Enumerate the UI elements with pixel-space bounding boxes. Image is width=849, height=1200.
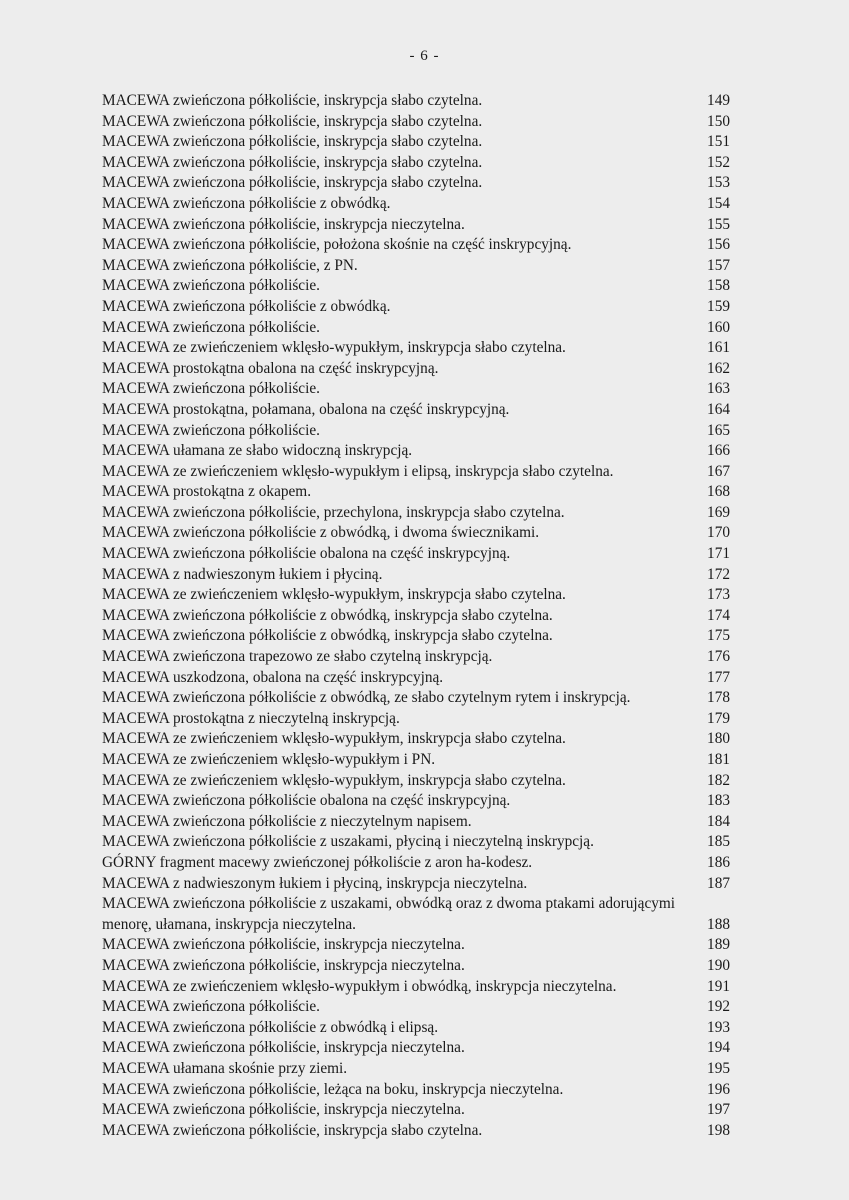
entry-description: MACEWA ze zwieńczeniem wklęsło-wypukłym, inskrypcja słabo czytelna. — [102, 771, 566, 789]
entry-number: 172 — [707, 565, 730, 583]
entry-number: 187 — [707, 874, 730, 892]
list-item — [102, 1121, 730, 1142]
entry-description: MACEWA zwieńczona półkoliście, leżąca na boku, inskrypcja nieczytelna. — [102, 1080, 564, 1098]
list-item — [102, 565, 730, 586]
list-item — [102, 544, 730, 565]
entry-number: 165 — [707, 421, 730, 439]
entry-number: 188 — [707, 915, 730, 933]
list-item — [102, 503, 730, 524]
list-item — [102, 523, 730, 544]
entry-description: MACEWA zwieńczona półkoliście z obwódką. — [102, 194, 391, 212]
entry-number: 178 — [707, 689, 730, 707]
entry-number: 181 — [707, 751, 730, 768]
list-item — [102, 441, 730, 462]
entry-description: MACEWA zwieńczona półkoliście, z PN. — [102, 256, 358, 274]
entry-description: MACEWA zwieńczona półkoliście z uszakami, obwódką oraz z dwoma ptakami adorującymi menorę, ułamana, inskrypcja nieczytelna. — [102, 895, 676, 933]
entry-number: 158 — [707, 277, 730, 295]
entry-description: MACEWA zwieńczona półkoliście z obwódką, inskrypcja słabo czytelna. — [102, 606, 553, 624]
entry-number: 177 — [707, 668, 730, 686]
list-item — [102, 359, 730, 380]
list-item — [102, 956, 730, 977]
entry-description: MACEWA zwieńczona półkoliście z uszakami, płyciną i nieczytelną inskrypcją. — [102, 833, 594, 851]
entry-description: MACEWA z nadwieszonym łukiem i płyciną, inskrypcja nieczytelna. — [102, 874, 528, 892]
entry-number: 160 — [707, 318, 730, 336]
entry-number: 189 — [707, 936, 730, 954]
entry-description: MACEWA zwieńczona trapezowo ze słabo czytelną inskrypcją. — [102, 648, 493, 666]
entry-description: MACEWA zwieńczona półkoliście obalona na część inskrypcyjną. — [102, 792, 511, 810]
entry-description: MACEWA zwieńczona półkoliście, przechylona, inskrypcja słabo czytelna. — [102, 503, 565, 521]
list-item — [102, 112, 730, 133]
list-item — [102, 729, 730, 750]
entry-number: 186 — [707, 853, 730, 871]
list-item — [102, 400, 730, 421]
list-item — [102, 297, 730, 318]
list-item — [102, 791, 730, 812]
entry-number: 176 — [707, 648, 730, 666]
entry-number: 191 — [707, 977, 730, 995]
list-item — [102, 1059, 730, 1080]
entry-number: 185 — [707, 833, 730, 851]
entry-description: MACEWA ze zwieńczeniem wklęsło-wypukłym, inskrypcja słabo czytelna. — [102, 339, 566, 357]
list-item — [102, 853, 730, 874]
list-item — [102, 606, 730, 627]
list-item — [102, 1080, 730, 1101]
entry-number: 164 — [707, 400, 730, 418]
entry-number: 163 — [707, 380, 730, 398]
entry-description: MACEWA ułamana ze słabo widoczną inskrypcją. — [102, 442, 413, 460]
page-number: - 6 - — [409, 48, 440, 64]
list-item — [102, 215, 730, 236]
entry-description: GÓRNY fragment macewy zwieńczonej półkoliście z aron ha-kodesz. — [102, 853, 533, 871]
list-item — [102, 276, 730, 297]
list-item — [102, 688, 730, 709]
list-item — [102, 462, 730, 483]
entry-description: MACEWA ułamana skośnie przy ziemi. — [102, 1059, 348, 1077]
entry-number: 167 — [707, 462, 730, 480]
entry-number: 152 — [707, 153, 730, 171]
entry-description: MACEWA ze zwieńczeniem wklęsło-wypukłym i obwódką, inskrypcja nieczytelna. — [102, 977, 617, 995]
entry-number: 173 — [707, 586, 730, 604]
list-item — [102, 647, 730, 668]
entry-description: MACEWA prostokątna obalona na część inskrypcyjną. — [102, 359, 439, 377]
entry-description: MACEWA zwieńczona półkoliście, inskrypcja nieczytelna. — [102, 936, 465, 954]
entry-number: 196 — [707, 1080, 730, 1098]
entry-number: 153 — [707, 174, 730, 192]
list-item — [102, 668, 730, 689]
entry-description: MACEWA zwieńczona półkoliście, inskrypcja nieczytelna. — [102, 956, 465, 974]
list-item — [102, 1018, 730, 1039]
list-item — [102, 874, 730, 895]
list-item — [102, 626, 730, 647]
entry-number: 180 — [707, 730, 730, 748]
list-item — [102, 894, 730, 935]
entry-description: MACEWA z nadwieszonym łukiem i płyciną. — [102, 565, 383, 583]
list-item — [102, 153, 730, 174]
list-item — [102, 379, 730, 400]
list-item — [102, 709, 730, 730]
list-item — [102, 91, 730, 112]
list-item — [102, 997, 730, 1018]
list-item — [102, 832, 730, 853]
entry-description: MACEWA zwieńczona półkoliście, inskrypcja nieczytelna. — [102, 215, 465, 233]
entry-description: MACEWA zwieńczona półkoliście, położona skośnie na część inskrypcyjną. — [102, 236, 572, 254]
list-item — [102, 1100, 730, 1121]
entry-number: 195 — [707, 1059, 730, 1077]
list-item — [102, 482, 730, 503]
entry-number: 150 — [707, 112, 730, 130]
entry-description: MACEWA zwieńczona półkoliście, inskrypcja nieczytelna. — [102, 1039, 465, 1057]
entry-description: MACEWA zwieńczona półkoliście, inskrypcja słabo czytelna. — [102, 174, 483, 192]
entry-number: 174 — [707, 606, 730, 624]
entry-description: MACEWA zwieńczona półkoliście. — [102, 421, 320, 439]
entry-number: 161 — [707, 339, 730, 357]
entry-number: 169 — [707, 503, 730, 521]
list-item — [102, 935, 730, 956]
entry-number: 151 — [707, 133, 730, 151]
entry-description: MACEWA zwieńczona półkoliście z obwódką, inskrypcja słabo czytelna. — [102, 627, 553, 645]
entry-number: 192 — [707, 998, 730, 1016]
entry-number: 166 — [707, 442, 730, 460]
entry-number: 184 — [707, 812, 730, 830]
list-item — [102, 256, 730, 277]
list-item — [102, 977, 730, 998]
entry-description: MACEWA zwieńczona półkoliście. — [102, 318, 320, 336]
list-item — [102, 318, 730, 339]
entry-number: 162 — [707, 359, 730, 377]
entry-description: MACEWA prostokątna z nieczytelną inskrypcją. — [102, 709, 400, 727]
entry-list — [102, 91, 730, 1141]
entry-description: MACEWA zwieńczona półkoliście, inskrypcja słabo czytelna. — [102, 153, 483, 171]
entry-description: MACEWA zwieńczona półkoliście. — [102, 380, 320, 398]
list-item — [102, 812, 730, 833]
entry-description: MACEWA ze zwieńczeniem wklęsło-wypukłym, inskrypcja słabo czytelna. — [102, 730, 566, 748]
entry-description: MACEWA zwieńczona półkoliście z nieczytelnym napisem. — [102, 812, 472, 830]
list-item — [102, 750, 730, 771]
entry-description: MACEWA zwieńczona półkoliście, inskrypcja nieczytelna. — [102, 1101, 465, 1119]
list-item — [102, 132, 730, 153]
entry-description: MACEWA zwieńczona półkoliście z obwódką. — [102, 297, 391, 315]
entry-description: MACEWA zwieńczona półkoliście, inskrypcja słabo czytelna. — [102, 133, 483, 151]
entry-number: 159 — [707, 297, 730, 315]
entry-description: MACEWA zwieńczona półkoliście, inskrypcja słabo czytelna. — [102, 92, 483, 109]
entry-description: MACEWA zwieńczona półkoliście z obwódką, i dwoma świecznikami. — [102, 524, 540, 542]
entry-number: 154 — [707, 194, 730, 212]
entry-number: 170 — [707, 524, 730, 542]
entry-number: 175 — [707, 627, 730, 645]
entry-description: MACEWA uszkodzona, obalona na część inskrypcyjną. — [102, 668, 444, 686]
entry-number: 182 — [707, 771, 730, 789]
list-item — [102, 338, 730, 359]
entry-description: MACEWA zwieńczona półkoliście, inskrypcja słabo czytelna. — [102, 1121, 483, 1139]
entry-number: 197 — [707, 1101, 730, 1119]
entry-description: MACEWA zwieńczona półkoliście z obwódką i elipsą. — [102, 1018, 439, 1036]
entry-description: MACEWA zwieńczona półkoliście, inskrypcja słabo czytelna. — [102, 112, 483, 130]
entry-number: 194 — [707, 1039, 730, 1057]
entry-description: MACEWA prostokątna, połamana, obalona na część inskrypcyjną. — [102, 400, 510, 418]
entry-description: MACEWA zwieńczona półkoliście. — [102, 998, 320, 1016]
list-item — [102, 194, 730, 215]
entry-description: MACEWA ze zwieńczeniem wklęsło-wypukłym i elipsą, inskrypcja słabo czytelna. — [102, 462, 614, 480]
entry-number: 183 — [707, 792, 730, 810]
entry-description: MACEWA zwieńczona półkoliście. — [102, 277, 320, 295]
entry-description: MACEWA ze zwieńczeniem wklęsło-wypukłym, inskrypcja słabo czytelna. — [102, 586, 566, 604]
list-item — [102, 585, 730, 606]
entry-number: 168 — [707, 483, 730, 501]
entry-description: MACEWA prostokątna z okapem. — [102, 483, 312, 501]
list-item — [102, 235, 730, 256]
entry-number: 155 — [707, 215, 730, 233]
entry-number: 193 — [707, 1018, 730, 1036]
entry-number: 171 — [707, 545, 730, 563]
list-item — [102, 173, 730, 194]
entry-number: 190 — [707, 956, 730, 974]
entry-number: 179 — [707, 709, 730, 727]
entry-description: MACEWA zwieńczona półkoliście obalona na część inskrypcyjną. — [102, 545, 511, 563]
entry-description: MACEWA zwieńczona półkoliście z obwódką, ze słabo czytelnym rytem i inskrypcją. — [102, 689, 631, 707]
list-item — [102, 771, 730, 792]
entry-number: 156 — [707, 236, 730, 254]
list-item — [102, 1038, 730, 1059]
list-item — [102, 421, 730, 442]
entry-number: 149 — [707, 92, 730, 109]
entry-description: MACEWA ze zwieńczeniem wklęsło-wypukłym i PN. — [102, 751, 436, 768]
entry-number: 157 — [707, 256, 730, 274]
entry-number: 198 — [707, 1121, 730, 1139]
